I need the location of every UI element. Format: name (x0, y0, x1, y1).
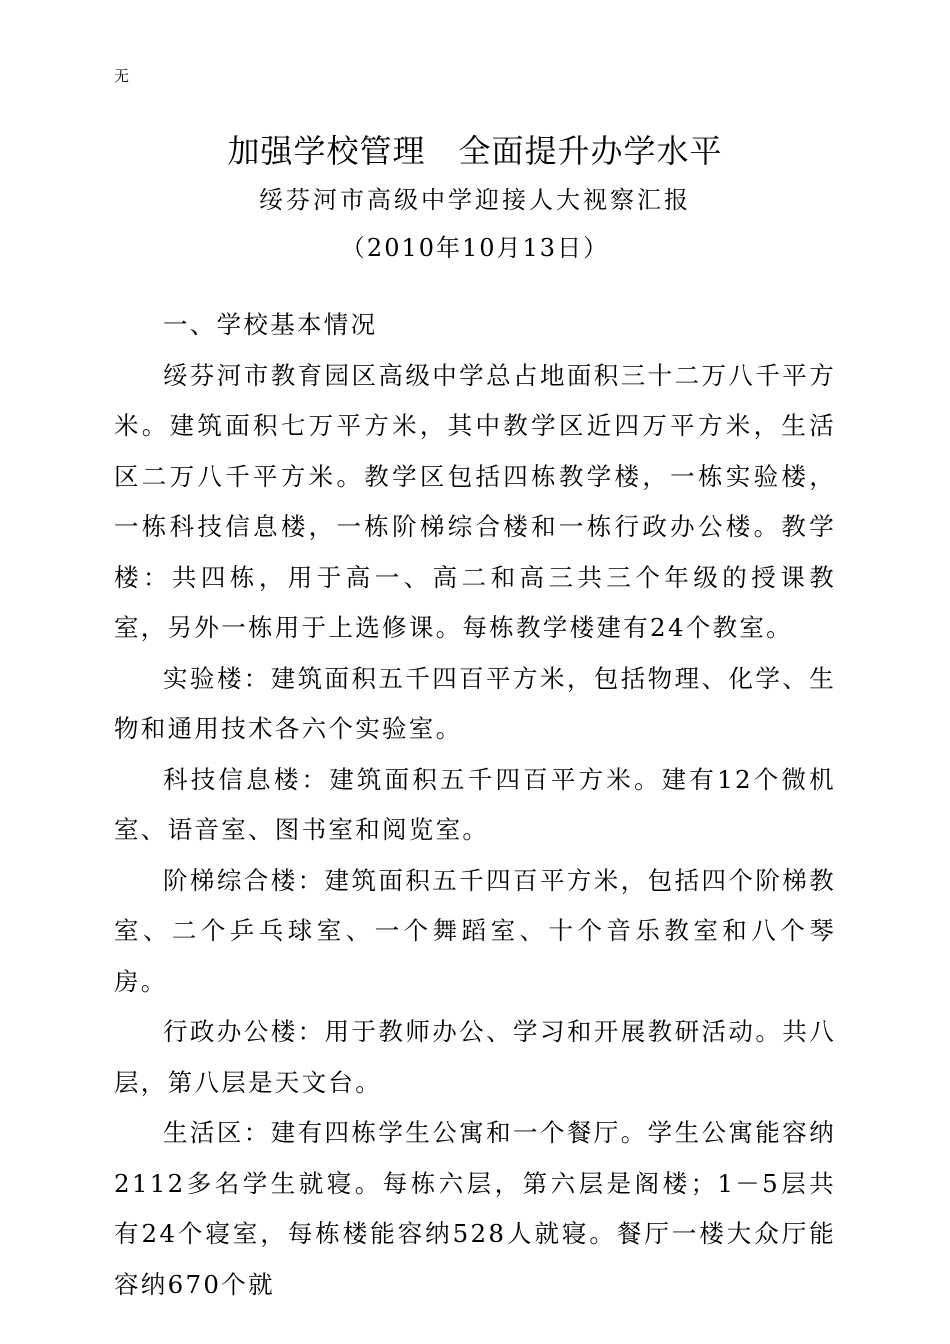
page-subtitle: 绥芬河市高级中学迎接人大视察汇报 (259, 186, 691, 214)
paragraph-living-area: 生活区：建有四栋学生公寓和一个餐厅。学生公寓能容纳2112多名学生就寝。每栋六层，第六层是阁楼；1－5层共有24个寝室，每栋楼能容纳528人就寝。餐厅一楼大众厅能容纳670个就 (114, 1118, 836, 1299)
header-mark: 无 (114, 67, 130, 85)
page-title: 加强学校管理 全面提升办学水平 (227, 132, 723, 170)
document-body (114, 300, 836, 1310)
paragraph-lecture-complex: 阶梯综合楼：建筑面积五千四百平方米，包括四个阶梯教室、二个乒乓球室、一个舞蹈室、十个音乐教室和八个琴房。 (114, 865, 836, 996)
section-heading: 一、学校基本情况 (163, 310, 378, 339)
report-date: （2010年10月13日） (340, 234, 610, 262)
paragraph-admin-building: 行政办公楼：用于教师办公、学习和开展教研活动。共八层，第八层是天文台。 (114, 1017, 836, 1097)
paragraph-campus-overview: 绥芬河市教育园区高级中学总占地面积三十二万八千平方米。建筑面积七万平方米，其中教学区近四万平方米，生活区二万八千平方米。教学区包括四栋教学楼，一栋实验楼，一栋科技信息楼，一栋阶梯综合楼和一栋行政办公楼。教学楼：共四栋，用于高一、高二和高三共三个年级的授课教室，另外一栋用于上选修课。每栋教学楼建有24个教室。 (114, 360, 836, 642)
paragraph-lab-building: 实验楼：建筑面积五千四百平方米，包括物理、化学、生物和通用技术各六个实验室。 (114, 663, 836, 743)
paragraph-tech-info-building: 科技信息楼：建筑面积五千四百平方米。建有12个微机室、语音室、图书室和阅览室。 (114, 764, 836, 844)
